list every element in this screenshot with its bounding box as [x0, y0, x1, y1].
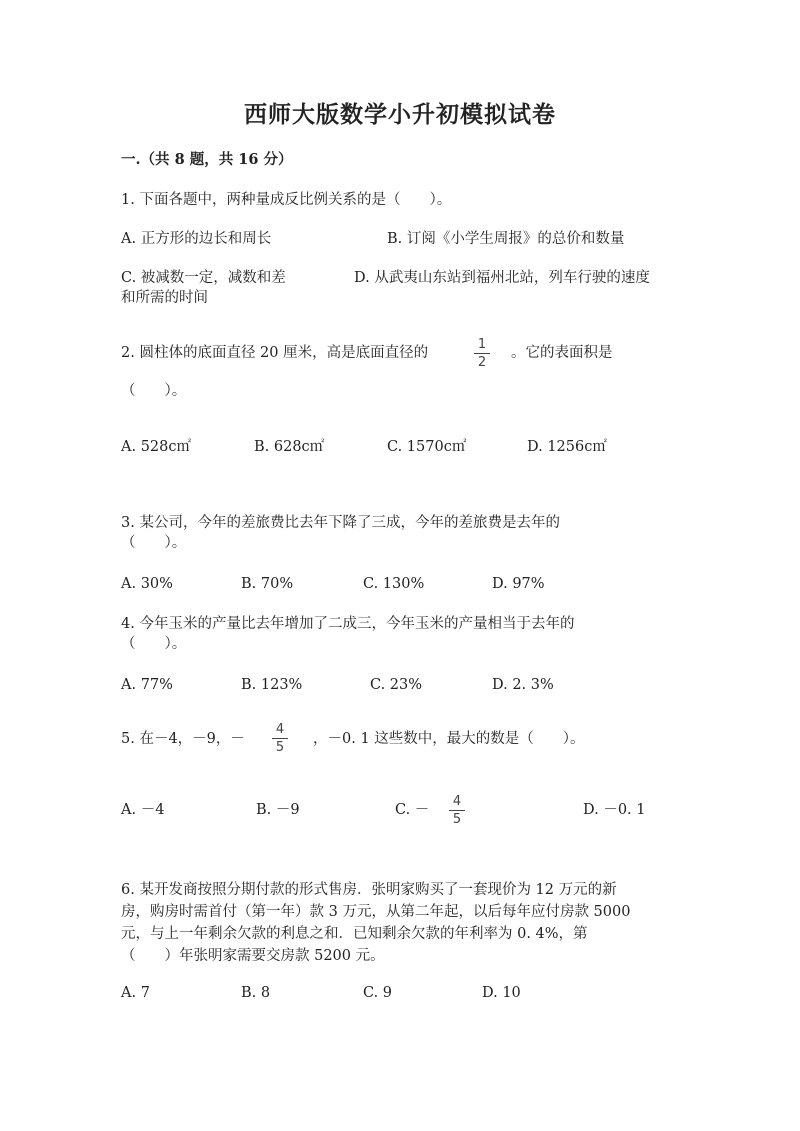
fraction-bar: [272, 738, 288, 739]
q6-stem-line2: 房，购房时需首付（第一年）款 3 万元，从第二年起，以后每年应付房款 5000: [121, 904, 631, 920]
fraction-bar: [449, 810, 465, 811]
q2-option-a: A. 528c㎡: [121, 439, 191, 455]
q4-option-a: A. 77%: [121, 677, 173, 693]
q4-option-c: C. 23%: [370, 677, 423, 693]
section-header: 一.（共 8 题，共 16 分）: [121, 151, 293, 168]
q4-option-d: D. 2. 3%: [492, 677, 554, 693]
q1-option-c: C. 被减数一定，减数和差: [121, 270, 286, 286]
fraction-numerator: 1: [477, 337, 487, 352]
q6-stem-line4: （ ）年张明家需要交房款 5200 元。: [121, 948, 385, 964]
q2-blank: （ ）。: [121, 383, 187, 399]
q1-option-b: B. 订阅《小学生周报》的总价和数量: [387, 231, 625, 247]
q4-option-b: B. 123%: [241, 677, 303, 693]
q6-option-a: A. 7: [121, 985, 150, 1001]
q5-stem: 5. 在－4，－9，－: [121, 731, 245, 747]
q5-option-d: D. －0. 1: [583, 802, 646, 818]
q2-stem: 2. 圆柱体的底面直径 20 厘米，高是底面直径的: [121, 345, 429, 361]
q1-option-d-cont: 和所需的时间: [121, 290, 208, 306]
q5-option-b: B. －9: [256, 802, 300, 818]
fraction-numerator: 4: [275, 722, 285, 737]
q1-option-d: D. 从武夷山东站到福州北站，列车行驶的速度: [354, 270, 650, 286]
fraction-bar: [474, 353, 490, 354]
q6-option-d: D. 10: [482, 985, 521, 1001]
q2-option-d: D. 1256c㎡: [527, 439, 607, 455]
q2-stem-cont: 。它的表面积是: [511, 345, 613, 361]
q5-option-c-fraction: [449, 794, 465, 827]
q6-stem-line1: 6. 某开发商按照分期付款的形式售房．张明家购买了一套现价为 12 万元的新: [121, 882, 617, 898]
q5-option-c: C. －: [395, 802, 430, 818]
q3-blank: （ ）。: [121, 535, 187, 551]
q3-option-b: B. 70%: [241, 576, 294, 592]
page-title: 西师大版数学小升初模拟试卷: [244, 101, 556, 128]
q3-option-a: A. 30%: [121, 576, 173, 592]
q5-fraction: [272, 722, 288, 755]
q6-stem-line3: 元，与上一年剩余欠款的利息之和．已知剩余欠款的年利率为 0. 4%，第: [121, 926, 588, 942]
fraction-denominator: 5: [452, 812, 462, 827]
q4-blank: （ ）。: [121, 636, 187, 652]
q3-option-d: D. 97%: [492, 576, 545, 592]
q1-stem: 1. 下面各题中，两种量成反比例关系的是（ ）。: [121, 192, 452, 208]
fraction-numerator: 4: [452, 794, 462, 809]
q1-option-a: A. 正方形的边长和周长: [121, 231, 272, 247]
q2-option-c: C. 1570c㎡: [387, 439, 467, 455]
q6-option-b: B. 8: [241, 985, 271, 1001]
fraction-denominator: 2: [477, 355, 487, 370]
q4-stem: 4. 今年玉米的产量比去年增加了二成三，今年玉米的产量相当于去年的: [121, 616, 575, 632]
q5-stem-cont: ，－0. 1 这些数中，最大的数是（ ）。: [313, 731, 585, 747]
q3-stem: 3. 某公司，今年的差旅费比去年下降了三成，今年的差旅费是去年的: [121, 515, 560, 531]
fraction-denominator: 5: [275, 740, 285, 755]
q6-option-c: C. 9: [363, 985, 393, 1001]
q2-fraction: [474, 337, 490, 370]
q3-option-c: C. 130%: [363, 576, 425, 592]
q5-option-a: A. －4: [121, 802, 165, 818]
q2-option-b: B. 628c㎡: [254, 439, 325, 455]
